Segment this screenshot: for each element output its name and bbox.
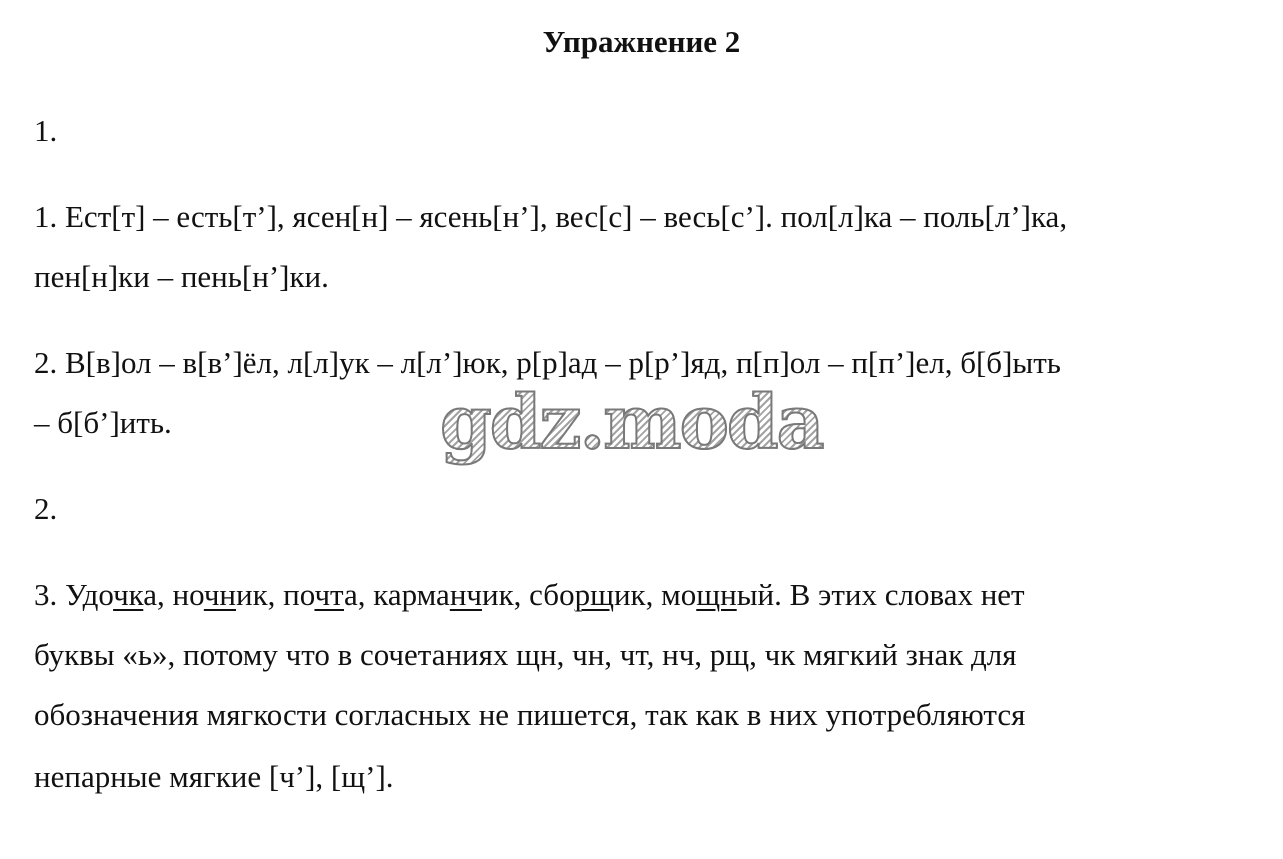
section-number-2: 2. bbox=[34, 491, 58, 526]
word-5-part-a: сбо bbox=[529, 577, 575, 612]
word-4-part-a: карма bbox=[373, 577, 450, 612]
word-6-part-a: мо bbox=[661, 577, 697, 612]
paragraph-2-line-2: – б[б’]ить. bbox=[34, 405, 172, 440]
paragraph-1-line-1: 1. Ест[т] – есть[т’], ясен[н] – ясень[н’], вес[с] – весь[с’]. пол[л]ка – поль[л’]ка, bbox=[34, 199, 1068, 234]
paragraph-1-line-2: пен[н]ки – пень[н’]ки. bbox=[34, 259, 329, 294]
word-1-part-a: Удо bbox=[65, 577, 114, 612]
paragraph-3-line-3: обозначения мягкости согласных не пишется, так как в них употребляются bbox=[34, 697, 1026, 732]
paragraph-3-line-2: буквы «ь», потому что в сочетаниях щн, чн, чт, нч, рщ, чк мягкий знак для bbox=[34, 637, 1017, 672]
word-5-part-b: ик, bbox=[613, 577, 662, 612]
paragraph-3-line-1 bbox=[34, 564, 1025, 626]
paragraph-3-line-4: непарные мягкие [ч’], [щ’]. bbox=[34, 759, 394, 794]
word-2-part-b: ик, bbox=[236, 577, 284, 612]
word-6-underlined: щн bbox=[696, 577, 737, 612]
word-1-underlined: чк bbox=[113, 577, 144, 612]
word-5-underlined: рщ bbox=[574, 577, 614, 612]
word-2-part-a: но bbox=[172, 577, 204, 612]
word-4-underlined: нч bbox=[449, 577, 482, 612]
section-number-1: 1. bbox=[34, 113, 58, 148]
watermark-logo: gdz.moda bbox=[440, 380, 823, 466]
item-number: 3. bbox=[34, 577, 65, 612]
word-3-part-b: а, bbox=[344, 577, 374, 612]
word-3-part-a: по bbox=[283, 577, 315, 612]
paragraph-2-line-1: 2. В[в]ол – в[в’]ёл, л[л]ук – л[л’]юк, р[р]ад – р[р’]яд, п[п]ол – п[п’]ел, б[б]ыть bbox=[34, 345, 1061, 380]
word-2-underlined: чн bbox=[203, 577, 237, 612]
word-4-part-b: ик, bbox=[482, 577, 530, 612]
word-1-part-b: а, bbox=[143, 577, 173, 612]
word-3-underlined: чт bbox=[314, 577, 344, 612]
page-title: Упражнение 2 bbox=[542, 24, 741, 59]
word-6-part-b: ый. В этих словах нет bbox=[736, 577, 1025, 612]
